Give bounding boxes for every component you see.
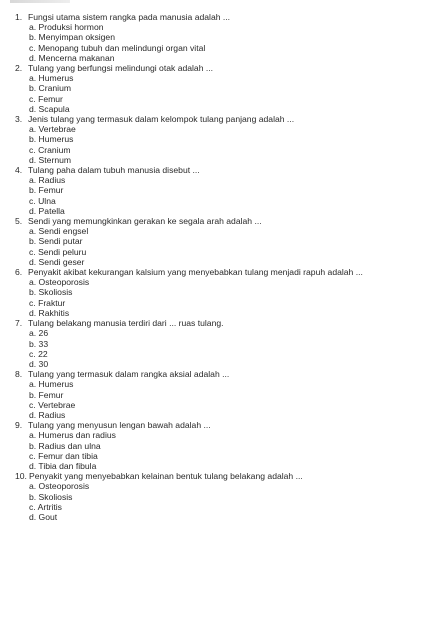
option-b: b. Skoliosis	[29, 491, 73, 502]
question-text: Tulang paha dalam tubuh manusia disebut ...	[28, 165, 200, 176]
question-text: Sendi yang memungkinkan gerakan ke segala arah adalah ...	[28, 216, 262, 227]
option-b: b. Radius dan ulna	[29, 440, 101, 451]
question-4	[0, 165, 429, 216]
question-number: 7.	[15, 318, 23, 329]
question-stem	[0, 420, 429, 430]
question-text: Jenis tulang yang termasuk dalam kelompok tulang panjang adalah ...	[28, 114, 295, 125]
option-d: d. 30	[29, 358, 49, 369]
option-d: d. Gout	[29, 511, 58, 522]
question-stem	[0, 216, 429, 226]
question-7	[0, 318, 429, 369]
option-d: d. Rakhitis	[29, 307, 70, 318]
option-c: c. Femur dan tibia	[29, 450, 98, 461]
option-b: b. Cranium	[29, 83, 72, 94]
option-c: c. Cranium	[29, 144, 71, 155]
question-list	[0, 12, 429, 522]
option-d: d. Mencerna makanan	[29, 52, 115, 63]
question-6	[0, 267, 429, 318]
question-text: Fungsi utama sistem rangka pada manusia adalah ...	[28, 12, 231, 22]
question-stem	[0, 267, 429, 277]
question-stem	[0, 318, 429, 328]
option-c: c. Fraktur	[29, 297, 66, 308]
question-number: 9.	[15, 420, 23, 431]
question-number: 3.	[15, 114, 23, 125]
question-number: 10.	[15, 471, 27, 482]
option-a: a. Radius	[29, 175, 66, 186]
question-stem	[0, 165, 429, 175]
option-a: a. Vertebrae	[29, 124, 76, 135]
option-c: c. Sendi peluru	[29, 246, 87, 257]
option-a: a. Osteoporosis	[29, 481, 90, 492]
option-b: b. Humerus	[29, 134, 74, 145]
option-a: a. Osteoporosis	[29, 277, 90, 288]
option-c: c. Artritis	[29, 501, 62, 512]
option-b: b. Femur	[29, 389, 64, 400]
option-b: b. Menyimpan oksigen	[29, 32, 115, 43]
option-a: a. Humerus	[29, 73, 74, 84]
question-text: Penyakit yang menyebabkan kelainan bentuk tulang belakang adalah ...	[29, 471, 303, 482]
question-text: Tulang yang menyusun lengan bawah adalah ...	[28, 420, 211, 431]
option-b: b. Skoliosis	[29, 287, 73, 298]
option-d: d. Scapula	[29, 103, 70, 114]
question-text: Tulang belakang manusia terdiri dari ... ruas tulang.	[28, 318, 224, 329]
question-stem	[0, 12, 429, 22]
question-stem	[0, 471, 429, 481]
option-b: b. Femur	[29, 185, 64, 196]
question-2	[0, 63, 429, 114]
option-a: a. Humerus	[29, 379, 74, 390]
option-b: b. 33	[29, 338, 49, 349]
option-b: b. Sendi putar	[29, 236, 83, 247]
option-d: d. Tibia dan fibula	[29, 460, 97, 471]
question-3	[0, 114, 429, 165]
question-number: 1.	[15, 12, 23, 22]
option-a: a. Humerus dan radius	[29, 430, 116, 441]
question-number: 2.	[15, 63, 23, 74]
question-number: 5.	[15, 216, 23, 227]
option-a: a. Sendi engsel	[29, 226, 89, 237]
question-text: Tulang yang berfungsi melindungi otak adalah ...	[28, 63, 214, 74]
option-a: a. Produksi hormon	[29, 22, 104, 33]
option-c: c. Vertebrae	[29, 399, 76, 410]
question-text: Penyakit akibat kekurangan kalsium yang menyebabkan tulang menjadi rapuh adalah ...	[28, 267, 363, 278]
question-10	[0, 471, 429, 522]
top-fade	[10, 0, 70, 3]
option-c: c. 22	[29, 348, 48, 359]
option-c: c. Femur	[29, 93, 63, 104]
option-d: d. Sendi geser	[29, 256, 85, 267]
question-8	[0, 369, 429, 420]
question-number: 4.	[15, 165, 23, 176]
question-number: 6.	[15, 267, 23, 278]
question-stem	[0, 369, 429, 379]
option-a: a. 26	[29, 328, 49, 339]
question-5	[0, 216, 429, 267]
question-9	[0, 420, 429, 471]
question-1	[0, 12, 429, 63]
question-stem	[0, 114, 429, 124]
question-text: Tulang yang termasuk dalam rangka aksial adalah ...	[28, 369, 230, 380]
option-d: d. Patella	[29, 205, 65, 216]
question-number: 8.	[15, 369, 23, 380]
option-d: d. Radius	[29, 409, 66, 420]
option-c: c. Ulna	[29, 195, 56, 206]
question-stem	[0, 63, 429, 73]
option-c: c. Menopang tubuh dan melindungi organ vital	[29, 42, 206, 53]
option-d: d. Sternum	[29, 154, 72, 165]
